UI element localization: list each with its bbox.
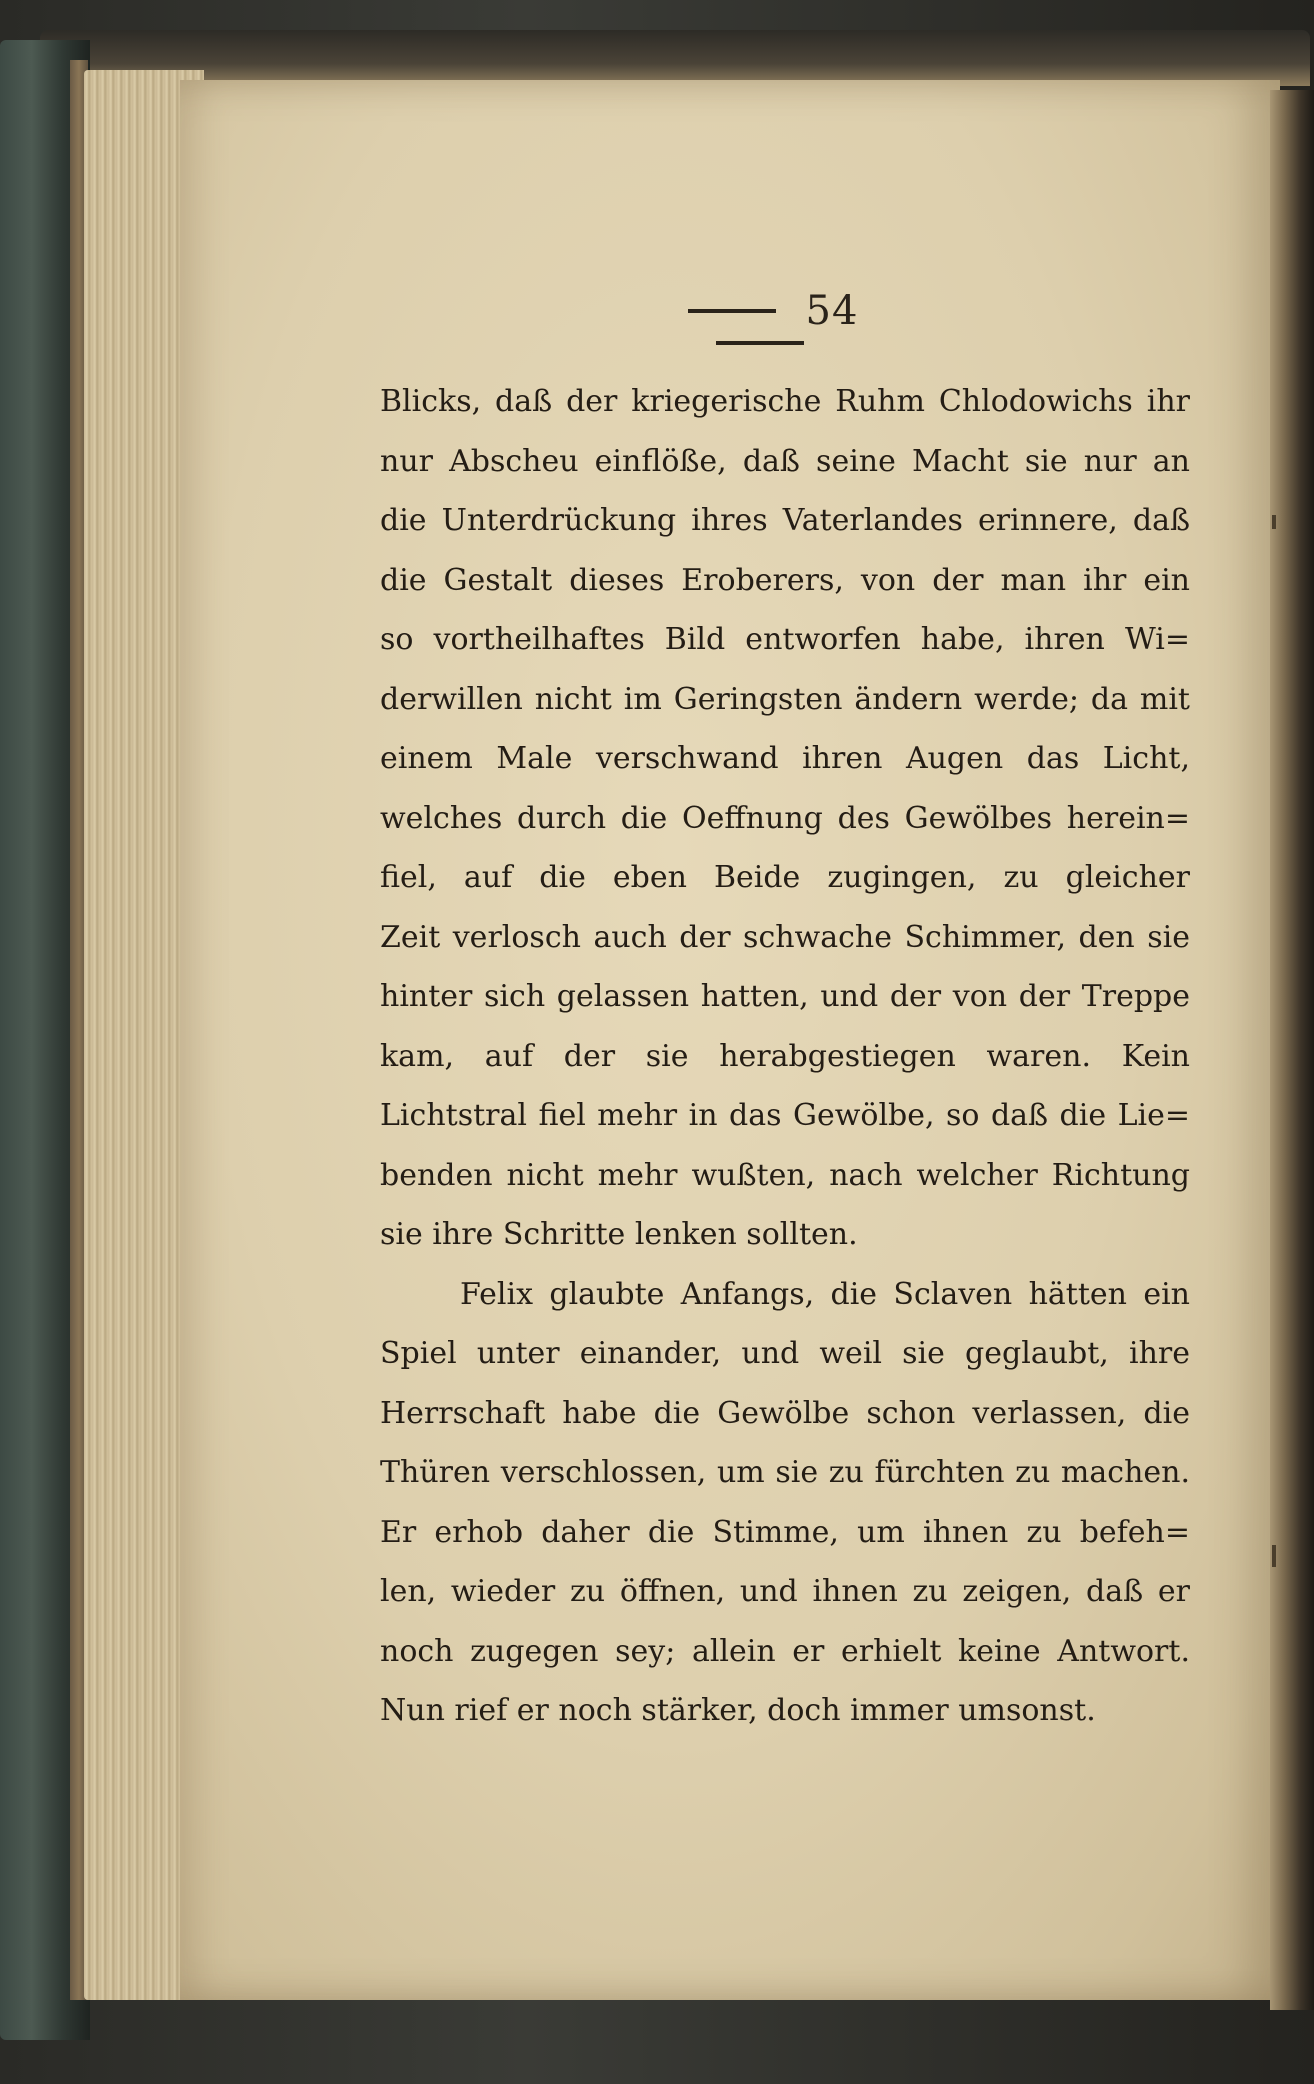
page-header bbox=[600, 288, 920, 340]
margin-mark bbox=[1272, 515, 1276, 529]
text-line: so vortheilhaftes Bild entworfen habe, ihren Wi= bbox=[380, 622, 1190, 657]
text-line: Zeit verlosch auch der schwache Schimmer, den sie bbox=[380, 919, 1190, 955]
header-dash-right bbox=[716, 341, 804, 345]
text-line: Lichtstral fiel mehr in das Gewölbe, so daß die Lie= bbox=[380, 1098, 1190, 1133]
text-line: hinter sich gelassen hatten, und der von der Treppe bbox=[380, 979, 1190, 1014]
text-line: len, wieder zu öffnen, und ihnen zu zeigen, daß er bbox=[380, 1574, 1190, 1609]
text-line: Er erhob daher die Stimme, um ihnen zu befeh= bbox=[380, 1514, 1190, 1550]
text-line: benden nicht mehr wußten, nach welcher Richtung bbox=[380, 1157, 1190, 1193]
text-line: Blicks, daß der kriegerische Ruhm Chlodowichs ihr bbox=[380, 384, 1190, 419]
text-line-paragraph-start: Felix glaubte Anfangs, die Sclaven hätten ein bbox=[460, 1276, 1190, 1312]
text-line: derwillen nicht im Geringsten ändern werde; da mit bbox=[380, 681, 1190, 717]
text-line: sie ihre Schritte lenken sollten. bbox=[380, 1217, 858, 1252]
text-line: fiel, auf die eben Beide zugingen, zu gleicher bbox=[380, 860, 1190, 895]
text-line: Herrschaft habe die Gewölbe schon verlassen, die bbox=[380, 1395, 1190, 1431]
text-line: kam, auf der sie herabgestiegen waren. Kein bbox=[380, 1038, 1190, 1074]
page-number: 54 bbox=[805, 288, 859, 334]
text-line: Nun rief er noch stärker, doch immer umsonst. bbox=[380, 1693, 1096, 1728]
book-top-edge bbox=[40, 30, 1310, 86]
text-line: noch zugegen sey; allein er erhielt keine Antwort. bbox=[380, 1633, 1190, 1669]
text-line: einem Male verschwand ihren Augen das Licht, bbox=[380, 741, 1190, 776]
book-binding-right bbox=[1270, 90, 1314, 2010]
text-line: die Unterdrückung ihres Vaterlandes erinnere, daß bbox=[380, 503, 1190, 538]
text-line: Spiel unter einander, und weil sie geglaubt, ihre bbox=[380, 1336, 1190, 1371]
text-line: welches durch die Oeffnung des Gewölbes herein= bbox=[380, 800, 1190, 836]
margin-mark bbox=[1272, 1545, 1276, 1567]
body-text bbox=[380, 372, 1190, 1741]
text-line: Thüren verschlossen, um sie zu fürchten zu machen. bbox=[380, 1455, 1190, 1490]
header-dash-left bbox=[688, 309, 776, 313]
text-line: nur Abscheu einflöße, daß seine Macht sie nur an bbox=[380, 443, 1190, 479]
text-line: die Gestalt dieses Eroberers, von der man ihr ein bbox=[380, 562, 1190, 598]
